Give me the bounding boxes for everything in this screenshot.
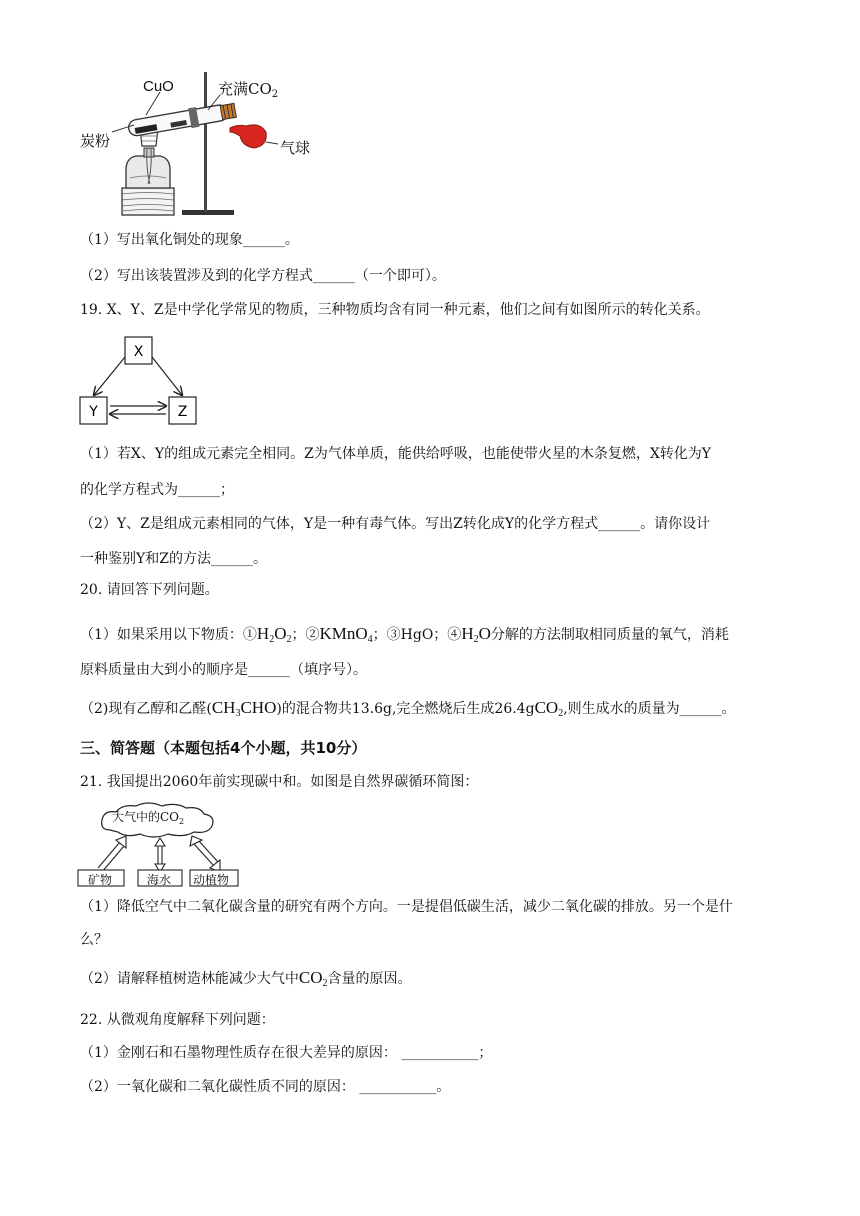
q19-part1-a: （1）若X、Y的组成元素完全相同。Z为气体单质，能供给呼吸，也能使带火星的木条复燃，X转化为Y	[80, 446, 712, 462]
q20-part1-b: 原料质量由大到小的顺序是______（填序号）。	[80, 662, 367, 678]
cloud-text: 大气中的CO	[112, 810, 180, 824]
q19-part2-a: （2）Y、Z是组成元素相同的气体，Y是一种有毒气体。写出Z转化成Y的化学方程式______。请你设计	[80, 516, 711, 532]
q18-part1: （1）写出氧化铜处的现象______。	[80, 232, 299, 248]
label-filled-sub: 2	[271, 89, 279, 100]
cloud-sub: 2	[179, 817, 185, 826]
q20-p1-pre: （1）如果采用以下物质：①	[80, 627, 257, 643]
q20-p1-mid: ；③HgO；④	[372, 627, 462, 643]
q19-stem: 19. X、Y、Z是中学化学常见的物质，三种物质均含有同一种元素，他们之间有如图所示的转化关系。	[80, 302, 710, 318]
stand-base	[182, 210, 234, 215]
q21-p2-pre: （2）请解释植树造林能减少大气中	[80, 971, 299, 987]
formula-h2o: $H_2O$	[461, 624, 491, 645]
q20-part2	[80, 698, 736, 724]
formula-kmno4: KMnO$_4$	[319, 624, 373, 645]
q21-part1-b: 么？	[80, 932, 108, 948]
q22-part2: （2）一氧化碳和二氧化碳性质不同的原因： ___________。	[80, 1079, 451, 1095]
formula-ch3cho: $CH_3CHO$	[211, 698, 277, 719]
q20-p1-post: 分解的方法制取相同质量的氧气，消耗	[490, 627, 729, 643]
q19-part1-b: 的化学方程式为______；	[80, 482, 234, 498]
q20-stem: 20. 请回答下列问题。	[80, 582, 219, 598]
label-sea: 海水	[147, 873, 172, 887]
q20-part1-a	[80, 624, 729, 650]
label-mineral: 矿物	[88, 873, 113, 887]
cloud-label	[112, 808, 184, 826]
formula-co2-q21: $CO_2$	[298, 968, 328, 989]
q20-p2-post: ,则生成水的质量为______。	[563, 701, 736, 717]
label-carbon: 炭粉	[80, 132, 111, 150]
q19-part2-b: 一种鉴别Y和Z的方法______。	[80, 551, 267, 567]
formula-h2o2: $H_2O_2$	[256, 624, 292, 645]
q20-p2-pre: （2)现有乙醇和乙醛(	[80, 701, 212, 717]
q21-p2-post: 含量的原因。	[327, 971, 412, 987]
q21-part1-a: （1）降低空气中二氧化碳含量的研究有两个方向。一是提倡低碳生活，减少二氧化碳的排放。另一个是什	[80, 899, 733, 915]
node-z: Z	[177, 404, 188, 420]
wooden-block	[122, 188, 174, 215]
q21-part2	[80, 968, 412, 994]
q18-part2: （2）写出该装置涉及到的化学方程式______（一个即可）。	[80, 268, 446, 284]
xyz-diagram	[78, 335, 200, 427]
label-filled-text: 充满CO	[218, 80, 272, 98]
section-3-heading: 三、简答题（本题包括4个小题，共10分）	[80, 739, 367, 757]
label-balloon: 气球	[280, 139, 311, 157]
arrow-sea	[155, 838, 165, 872]
label-filled-co2	[218, 78, 278, 100]
q20-p1-sep: ；②	[291, 627, 320, 643]
balloon	[230, 125, 266, 148]
arrow-x-z	[152, 357, 182, 395]
node-x: X	[133, 344, 144, 360]
formula-co2: $CO_2$	[534, 698, 564, 719]
arrow-organism	[190, 836, 220, 872]
q22-part1: （1）金刚石和石墨物理性质存在很大差异的原因： ___________；	[80, 1045, 493, 1061]
arrow-x-y	[94, 357, 125, 395]
q20-p2-mid: )的混合物共13.6g,完全燃烧后生成26.4g	[276, 701, 535, 717]
q22-stem: 22. 从微观角度解释下列问题：	[80, 1012, 275, 1028]
q21-stem: 21. 我国提出2060年前实现碳中和。如图是自然界碳循环简图：	[80, 774, 479, 790]
stand-rod	[204, 72, 207, 212]
label-cuo: CuO	[143, 78, 174, 95]
label-organism: 动植物	[193, 873, 230, 887]
arrow-mineral	[98, 836, 126, 872]
node-y: Y	[89, 404, 98, 420]
